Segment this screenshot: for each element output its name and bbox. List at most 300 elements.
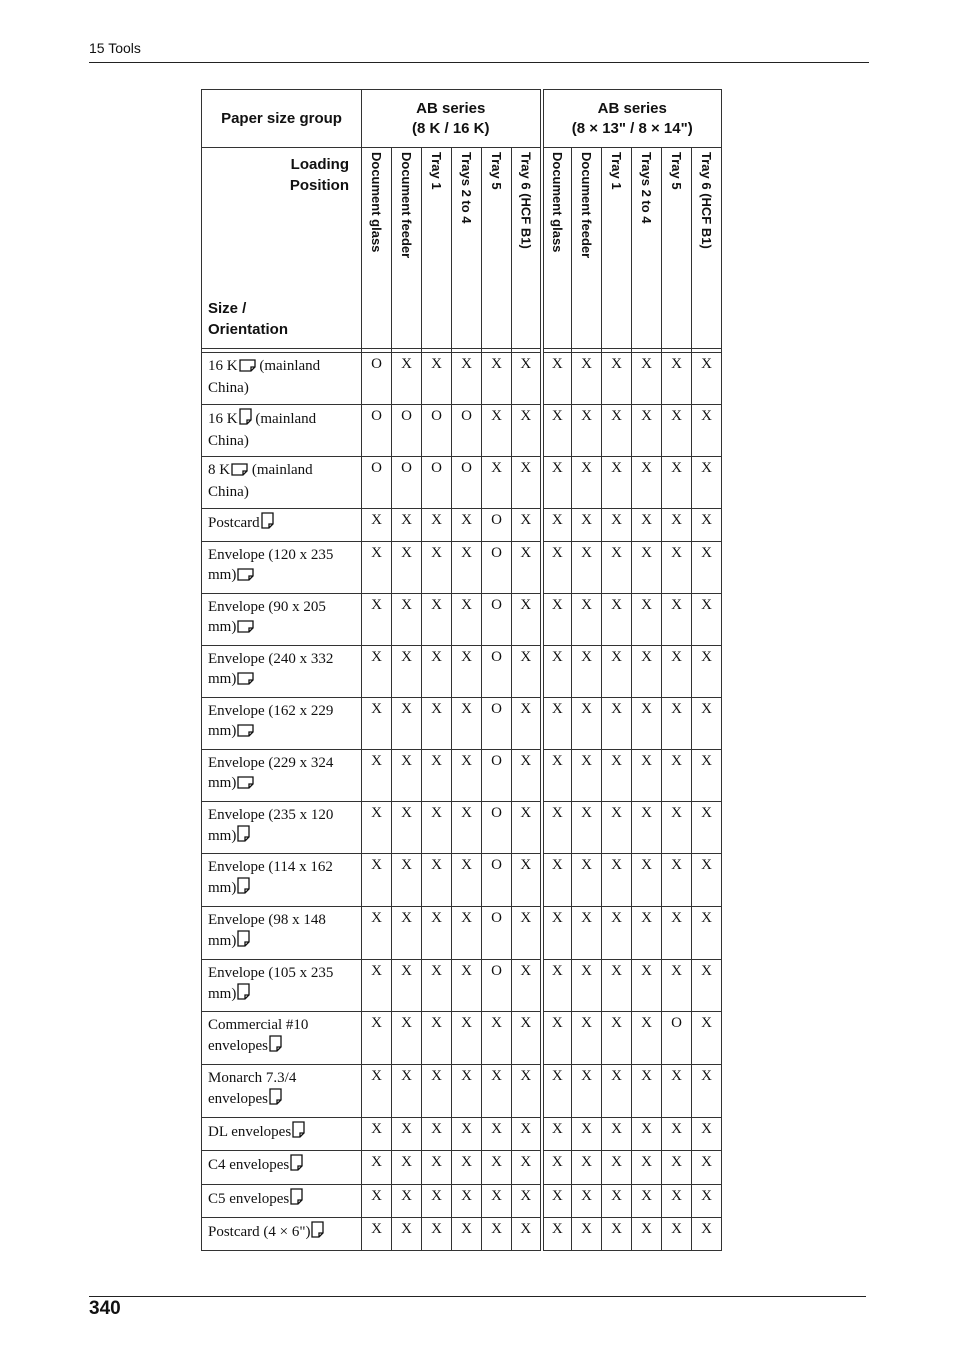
availability-cell: X	[392, 1012, 422, 1065]
availability-cell: X	[542, 960, 572, 1012]
availability-cell: X	[572, 509, 602, 542]
availability-cell: X	[392, 509, 422, 542]
availability-cell: X	[572, 1185, 602, 1218]
size-name-text: Monarch 7.3/4	[208, 1070, 297, 1086]
availability-cell: X	[662, 907, 692, 960]
availability-cell: O	[362, 457, 392, 509]
availability-cell: O	[482, 907, 512, 960]
size-name-text: mm)	[208, 828, 237, 844]
availability-cell: X	[422, 353, 452, 405]
availability-cell: O	[662, 1012, 692, 1065]
header-rule	[89, 62, 869, 63]
table-row	[202, 960, 722, 1012]
availability-cell: O	[422, 457, 452, 509]
availability-cell: X	[632, 457, 662, 509]
availability-cell: X	[452, 1012, 482, 1065]
availability-cell: X	[662, 542, 692, 594]
availability-cell: X	[662, 405, 692, 457]
size-name-text: Envelope (229 x 324	[208, 755, 334, 771]
paper-size-name	[202, 353, 362, 405]
availability-cell: X	[422, 1118, 452, 1151]
paper-size-name	[202, 646, 362, 698]
availability-cell: X	[632, 1151, 662, 1185]
availability-cell: X	[482, 353, 512, 405]
table-row	[202, 1151, 722, 1185]
availability-cell: X	[632, 1012, 662, 1065]
availability-cell: X	[632, 594, 662, 646]
availability-cell: X	[662, 509, 692, 542]
availability-cell: X	[542, 1185, 572, 1218]
table-row	[202, 854, 722, 907]
availability-cell: X	[542, 646, 572, 698]
column-heading-label: Document glass	[549, 152, 565, 253]
availability-cell: X	[392, 646, 422, 698]
availability-cell: X	[422, 802, 452, 854]
availability-cell: O	[422, 405, 452, 457]
size-name-text: DL envelopes	[208, 1124, 292, 1140]
availability-cell: O	[392, 405, 422, 457]
availability-cell: O	[482, 646, 512, 698]
column-heading	[512, 148, 542, 349]
availability-cell: X	[692, 353, 722, 405]
availability-cell: X	[602, 698, 632, 750]
availability-cell: X	[452, 594, 482, 646]
availability-cell: X	[572, 960, 602, 1012]
availability-cell: X	[452, 1065, 482, 1118]
availability-cell: O	[482, 750, 512, 802]
availability-cell: X	[572, 802, 602, 854]
landscape-sheet-icon	[237, 567, 254, 587]
availability-cell: X	[602, 1065, 632, 1118]
availability-cell: X	[572, 542, 602, 594]
paper-size-name	[202, 1118, 362, 1151]
availability-cell: X	[362, 509, 392, 542]
availability-cell: X	[662, 960, 692, 1012]
table-row	[202, 542, 722, 594]
landscape-sheet-icon	[237, 671, 254, 691]
size-name-text: C5 envelopes	[208, 1191, 290, 1207]
availability-cell: O	[482, 960, 512, 1012]
availability-cell: X	[662, 353, 692, 405]
column-heading	[602, 148, 632, 349]
size-name-text: Envelope (105 x 235	[208, 965, 334, 981]
group-title-line: AB series	[597, 99, 667, 117]
column-heading	[452, 148, 482, 349]
size-name-text: Envelope (120 x 235	[208, 547, 334, 563]
size-name-text: Envelope (114 x 162	[208, 859, 333, 875]
availability-cell: X	[482, 457, 512, 509]
table-row	[202, 698, 722, 750]
column-heading	[392, 148, 422, 349]
availability-cell: X	[602, 353, 632, 405]
availability-cell: X	[692, 907, 722, 960]
availability-cell: O	[392, 457, 422, 509]
column-heading	[362, 148, 392, 349]
availability-cell: X	[482, 1185, 512, 1218]
availability-cell: X	[542, 1151, 572, 1185]
table-row	[202, 1012, 722, 1065]
availability-cell: X	[662, 802, 692, 854]
availability-cell: X	[392, 802, 422, 854]
availability-cell: X	[422, 960, 452, 1012]
availability-cell: X	[692, 802, 722, 854]
availability-cell: X	[512, 542, 542, 594]
availability-cell: X	[422, 854, 452, 907]
column-heading-label: Document feeder	[579, 152, 594, 259]
availability-cell: X	[692, 1151, 722, 1185]
availability-cell: X	[662, 1065, 692, 1118]
table-row	[202, 1118, 722, 1151]
availability-cell: X	[602, 457, 632, 509]
availability-cell: X	[572, 353, 602, 405]
availability-cell: X	[632, 750, 662, 802]
availability-cell: X	[572, 1218, 602, 1251]
availability-cell: X	[602, 1012, 632, 1065]
column-heading-label: Document feeder	[399, 152, 414, 259]
column-heading	[482, 148, 512, 349]
availability-cell: X	[362, 1118, 392, 1151]
column-heading-label: Tray 5	[669, 152, 684, 190]
availability-cell: X	[632, 960, 662, 1012]
size-name-text: Postcard	[208, 515, 260, 531]
availability-cell: X	[392, 1218, 422, 1251]
availability-cell: X	[572, 854, 602, 907]
availability-cell: X	[512, 457, 542, 509]
availability-cell: X	[572, 698, 602, 750]
group-heading-ab-8x13-8x14	[542, 90, 722, 148]
availability-cell: X	[632, 509, 662, 542]
size-name-text: mm)	[208, 619, 237, 635]
table-row	[202, 1185, 722, 1218]
table-row	[202, 907, 722, 960]
availability-cell: X	[512, 1218, 542, 1251]
availability-cell: X	[362, 1185, 392, 1218]
availability-cell: X	[362, 750, 392, 802]
size-name-text: Envelope (240 x 332	[208, 651, 334, 667]
paper-size-name	[202, 698, 362, 750]
availability-cell: X	[602, 1151, 632, 1185]
size-name-text: China)	[208, 484, 249, 500]
availability-cell: O	[482, 594, 512, 646]
column-heading-label: Tray 5	[489, 152, 504, 190]
column-heading	[632, 148, 662, 349]
column-heading-label: Trays 2 to 4	[459, 152, 474, 224]
availability-cell: X	[512, 1118, 542, 1151]
availability-cell: X	[662, 646, 692, 698]
availability-cell: X	[452, 1185, 482, 1218]
size-name-text: (mainland	[251, 411, 317, 427]
availability-cell: X	[542, 1118, 572, 1151]
paper-size-group-heading: Paper size group	[202, 90, 362, 148]
availability-cell: X	[422, 907, 452, 960]
availability-cell: X	[452, 854, 482, 907]
portrait-sheet-icon	[237, 983, 250, 1006]
availability-cell: X	[602, 907, 632, 960]
column-heading-label: Tray 6 (HCF B1)	[518, 152, 534, 249]
availability-cell: X	[602, 854, 632, 907]
availability-cell: X	[692, 1185, 722, 1218]
availability-cell: X	[662, 698, 692, 750]
availability-cell: X	[692, 542, 722, 594]
availability-cell: X	[692, 594, 722, 646]
availability-cell: X	[662, 594, 692, 646]
availability-cell: X	[602, 542, 632, 594]
availability-cell: X	[392, 960, 422, 1012]
availability-cell: X	[362, 960, 392, 1012]
size-name-text: envelopes	[208, 1091, 268, 1107]
size-name-text: 16 K	[208, 411, 238, 427]
table-row	[202, 646, 722, 698]
availability-cell: X	[362, 542, 392, 594]
availability-cell: X	[632, 854, 662, 907]
availability-cell: X	[692, 1012, 722, 1065]
paper-size-name	[202, 750, 362, 802]
availability-cell: X	[452, 646, 482, 698]
availability-cell: X	[512, 594, 542, 646]
size-name-text: mm)	[208, 986, 237, 1002]
paper-size-table	[201, 89, 722, 1251]
availability-cell: X	[452, 1218, 482, 1251]
availability-cell: X	[632, 907, 662, 960]
availability-cell: X	[392, 1185, 422, 1218]
availability-cell: X	[542, 509, 572, 542]
availability-cell: X	[572, 1151, 602, 1185]
portrait-sheet-icon	[269, 1035, 282, 1058]
availability-cell: X	[692, 1118, 722, 1151]
availability-cell: X	[632, 1065, 662, 1118]
availability-cell: X	[542, 405, 572, 457]
landscape-sheet-icon	[237, 775, 254, 795]
size-name-text: China)	[208, 433, 249, 449]
portrait-sheet-icon	[290, 1188, 303, 1211]
availability-cell: X	[512, 1012, 542, 1065]
availability-cell: X	[362, 907, 392, 960]
availability-cell: X	[662, 854, 692, 907]
availability-cell: X	[542, 1012, 572, 1065]
paper-size-name	[202, 509, 362, 542]
availability-cell: X	[692, 1065, 722, 1118]
availability-cell: X	[632, 802, 662, 854]
availability-cell: X	[632, 698, 662, 750]
paper-size-name	[202, 802, 362, 854]
paper-size-name	[202, 457, 362, 509]
availability-cell: X	[662, 1118, 692, 1151]
running-header: 15 Tools	[89, 40, 141, 56]
availability-cell: X	[632, 1218, 662, 1251]
availability-cell: X	[602, 405, 632, 457]
availability-cell: O	[482, 854, 512, 907]
availability-cell: O	[482, 698, 512, 750]
portrait-sheet-icon	[290, 1154, 303, 1177]
availability-cell: X	[452, 353, 482, 405]
availability-cell: X	[452, 1118, 482, 1151]
paper-size-name	[202, 405, 362, 457]
availability-cell: X	[632, 353, 662, 405]
availability-cell: X	[512, 802, 542, 854]
availability-cell: X	[692, 1218, 722, 1251]
availability-cell: X	[482, 405, 512, 457]
availability-cell: X	[602, 1185, 632, 1218]
size-name-text: 8 K	[208, 462, 231, 478]
size-name-text: mm)	[208, 567, 237, 583]
availability-cell: X	[692, 509, 722, 542]
availability-cell: X	[542, 1218, 572, 1251]
availability-cell: X	[542, 698, 572, 750]
landscape-sheet-icon	[237, 723, 254, 743]
availability-cell: X	[362, 1065, 392, 1118]
availability-cell: X	[452, 907, 482, 960]
availability-cell: X	[422, 1151, 452, 1185]
size-name-text: mm)	[208, 880, 237, 896]
availability-cell: X	[572, 750, 602, 802]
availability-cell: X	[452, 542, 482, 594]
size-name-text: mm)	[208, 933, 237, 949]
size-name-text: C4 envelopes	[208, 1157, 290, 1173]
group-heading-ab-8k-16k	[362, 90, 542, 148]
availability-cell: X	[362, 1218, 392, 1251]
footer-rule	[89, 1296, 866, 1297]
availability-cell: X	[452, 802, 482, 854]
availability-cell: X	[422, 1065, 452, 1118]
availability-cell: X	[482, 1012, 512, 1065]
availability-cell: X	[662, 457, 692, 509]
availability-cell: O	[452, 457, 482, 509]
size-name-text: mm)	[208, 671, 237, 687]
availability-cell: X	[602, 1218, 632, 1251]
paper-size-name	[202, 1012, 362, 1065]
availability-cell: X	[542, 854, 572, 907]
availability-cell: X	[632, 646, 662, 698]
size-name-text: Envelope (235 x 120	[208, 807, 334, 823]
paper-size-name	[202, 1185, 362, 1218]
availability-cell: X	[662, 750, 692, 802]
loading-size-corner	[202, 148, 362, 349]
availability-cell: X	[362, 594, 392, 646]
availability-cell: X	[692, 960, 722, 1012]
table-row	[202, 509, 722, 542]
availability-cell: O	[482, 509, 512, 542]
table-row	[202, 1218, 722, 1251]
availability-cell: X	[602, 594, 632, 646]
size-name-text: (mainland	[255, 358, 321, 374]
table-row	[202, 353, 722, 405]
availability-cell: X	[452, 960, 482, 1012]
availability-cell: X	[362, 854, 392, 907]
availability-cell: X	[602, 646, 632, 698]
availability-cell: X	[602, 750, 632, 802]
availability-cell: X	[632, 542, 662, 594]
portrait-sheet-icon	[311, 1221, 324, 1244]
availability-cell: X	[542, 542, 572, 594]
availability-cell: X	[422, 509, 452, 542]
availability-cell: X	[542, 1065, 572, 1118]
availability-cell: X	[632, 1118, 662, 1151]
availability-cell: X	[362, 1151, 392, 1185]
group-header-row	[202, 90, 722, 148]
column-header-row	[202, 148, 722, 349]
availability-cell: O	[482, 542, 512, 594]
availability-cell: X	[452, 750, 482, 802]
availability-cell: O	[362, 405, 392, 457]
size-name-text: (mainland	[248, 462, 313, 478]
availability-cell: X	[512, 854, 542, 907]
size-name-text: envelopes	[208, 1038, 268, 1054]
availability-cell: X	[422, 1185, 452, 1218]
availability-cell: X	[482, 1118, 512, 1151]
table-row	[202, 750, 722, 802]
size-name-text: Envelope (90 x 205	[208, 599, 326, 615]
availability-cell: X	[392, 353, 422, 405]
availability-cell: X	[512, 1185, 542, 1218]
page-number: 340	[89, 1298, 121, 1319]
availability-cell: X	[512, 698, 542, 750]
availability-cell: X	[692, 646, 722, 698]
availability-cell: X	[392, 1118, 422, 1151]
availability-cell: X	[392, 1065, 422, 1118]
availability-cell: X	[572, 594, 602, 646]
loading-label-line: Position	[289, 177, 349, 194]
availability-cell: X	[452, 698, 482, 750]
table-row	[202, 802, 722, 854]
size-name-text: Envelope (98 x 148	[208, 912, 326, 928]
availability-cell: X	[572, 457, 602, 509]
availability-cell: X	[482, 1065, 512, 1118]
availability-cell: X	[392, 1151, 422, 1185]
landscape-sheet-icon	[237, 619, 254, 639]
availability-cell: X	[392, 698, 422, 750]
availability-cell: X	[422, 750, 452, 802]
availability-cell: X	[452, 509, 482, 542]
availability-cell: X	[362, 802, 392, 854]
availability-cell: X	[482, 1218, 512, 1251]
availability-cell: X	[572, 1012, 602, 1065]
size-orientation-label	[208, 298, 288, 340]
availability-cell: X	[572, 1118, 602, 1151]
landscape-sheet-icon	[239, 358, 256, 378]
availability-cell: X	[662, 1185, 692, 1218]
portrait-sheet-icon	[239, 408, 252, 431]
availability-cell: X	[542, 907, 572, 960]
paper-size-name	[202, 542, 362, 594]
paper-size-name	[202, 1065, 362, 1118]
availability-cell: X	[512, 405, 542, 457]
landscape-sheet-icon	[231, 462, 248, 482]
paper-size-name	[202, 594, 362, 646]
availability-cell: X	[602, 1118, 632, 1151]
paper-size-name	[202, 854, 362, 907]
size-label-line: Orientation	[208, 321, 289, 338]
availability-cell: X	[482, 1151, 512, 1185]
size-name-text: 16 K	[208, 358, 238, 374]
column-heading-label: Tray 1	[429, 152, 444, 190]
availability-cell: X	[692, 405, 722, 457]
availability-cell: X	[692, 854, 722, 907]
availability-cell: X	[512, 750, 542, 802]
availability-cell: X	[392, 594, 422, 646]
availability-cell: X	[512, 353, 542, 405]
group-title-line: (8 K / 16 K)	[411, 119, 490, 137]
availability-cell: X	[512, 1151, 542, 1185]
loading-label-line: Loading	[290, 156, 349, 173]
size-name-text: mm)	[208, 775, 237, 791]
size-label-line: Size /	[208, 300, 247, 317]
portrait-sheet-icon	[237, 825, 250, 848]
availability-cell: X	[392, 907, 422, 960]
availability-cell: X	[692, 750, 722, 802]
table-row	[202, 457, 722, 509]
column-heading	[692, 148, 722, 349]
size-name-text: Commercial #10	[208, 1017, 309, 1033]
